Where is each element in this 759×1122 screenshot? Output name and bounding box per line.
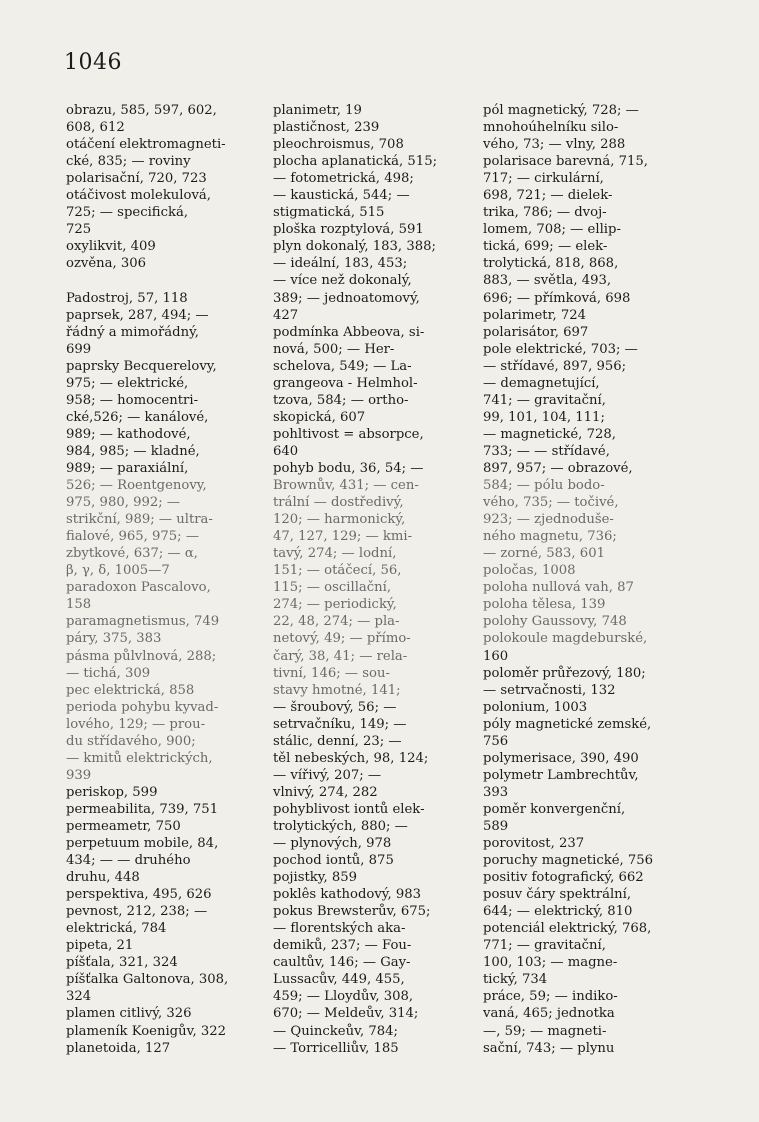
index-line: píšťalka Galtonova, 308, [66,972,229,988]
index-line: 975, 980, 992; — [66,495,181,511]
index-line: — Quinckeův, 784; [273,1023,398,1039]
index-line: 589 [483,818,509,834]
index-column-2 [273,102,473,1057]
index-line: — demagnetující, [483,375,600,391]
index-line: grangeova - Helmhol- [273,375,418,391]
index-line: — florentských aka- [273,921,406,937]
index-line: polarimetr, 724 [483,307,587,323]
index-line: pohltivost = absorpce, [273,426,424,442]
index-line: β, γ, δ, 1005—7 [66,563,170,579]
index-line: tická, 699; — elek- [483,239,608,255]
index-line: ného magnetu, 736; [483,529,617,545]
index-line: — kaustická, 544; — [273,188,410,204]
index-line [66,272,266,289]
index-line: Brownův, 431; — cen- [273,478,419,494]
index-line: tivní, 146; — sou- [273,665,390,681]
index-column-1 [66,102,266,1057]
index-line: lomem, 708; — ellip- [483,222,621,238]
index-line: — vířivý, 207; — [273,767,382,783]
index-line: — šroubový, 56; — [273,699,397,715]
index-line: 584; — pólu bodo- [483,478,605,494]
index-line: pohyb bodu, 36, 54; — [273,460,424,476]
index-line: vaná, 465; jednotka [483,1006,615,1022]
index-line: skopická, 607 [273,409,366,425]
index-line: páry, 375, 383 [66,631,162,647]
index-line: polohy Gaussovy, 748 [483,614,627,630]
index-line: setrvačníku, 149; — [273,716,407,732]
index-line: oxylikvit, 409 [66,239,156,255]
index-line: — kmitů elektrických, [66,750,213,766]
index-line: caultův, 146; — Gay- [273,955,411,971]
index-line: netový, 49; — přímo- [273,631,411,647]
index-line: Padostroj, 57, 118 [66,290,188,306]
index-line: strikční, 989; — ultra- [66,512,213,528]
index-line: poruchy magnetické, 756 [483,853,654,869]
index-line: pevnost, 212, 238; — [66,904,208,920]
index-line: 158 [66,597,92,613]
index-line: — plynových, 978 [273,836,392,852]
index-line: — více než dokonalý, [273,273,412,289]
index-line: 393 [483,784,509,800]
index-line: zbytkové, 637; — α, [66,546,198,562]
index-line: — zorné, 583, 601 [483,546,605,562]
index-column-3 [483,102,698,1057]
index-line: cké,526; — kanálové, [66,409,209,425]
index-line: 47, 127, 129; — kmi- [273,529,413,545]
index-line: fialové, 965, 975; — [66,529,200,545]
index-line: 640 [273,443,299,459]
index-line: cké, 835; — roviny [66,154,191,170]
index-line: póly magnetické zemské, [483,716,652,732]
index-line: posuv čáry spektrální, [483,887,632,903]
index-line: 644; — elektrický, 810 [483,904,633,920]
index-line: polonium, 1003 [483,699,588,715]
index-line: 897, 957; — obrazové, [483,460,633,476]
index-line: otáčení elektromagneti- [66,137,226,153]
index-line: 151; — otáčecí, 56, [273,563,402,579]
index-line: 725 [66,222,92,238]
index-line: pipeta, 21 [66,938,134,954]
index-line: periskop, 599 [66,784,158,800]
index-line: plamen citlivý, 326 [66,1006,192,1022]
index-line: lového, 129; — prou- [66,716,206,732]
index-line: 771; — gravitační, [483,938,606,954]
index-line: nová, 500; — Her- [273,341,395,357]
index-line: otáčivost molekulová, [66,188,211,204]
index-line: 989; — kathodové, [66,426,191,442]
index-line: trika, 786; — dvoj- [483,205,607,221]
index-line: paramagnetismus, 749 [66,614,220,630]
index-line: perspektiva, 495, 626 [66,887,212,903]
index-line: plastičnost, 239 [273,120,380,136]
index-line: 389; — jednoatomový, [273,290,420,306]
index-line: pól magnetický, 728; — [483,103,639,118]
index-line: 741; — gravitační, [483,392,606,408]
index-line: perpetuum mobile, 84, [66,836,219,852]
index-line: 160 [483,648,509,664]
index-line: planimetr, 19 [273,103,362,118]
index-line: trální — dostředivý, [273,495,404,511]
index-line: permeametr, 750 [66,818,181,834]
index-line: poločas, 1008 [483,563,576,579]
index-line: 989; — paraxiální, [66,460,189,476]
index-line: polarisátor, 697 [483,324,589,340]
index-line: pokus Brewsterův, 675; [273,904,431,920]
index-line: plyn dokonalý, 183, 388; [273,239,436,255]
index-line: — tichá, 309 [66,665,151,681]
index-line: 100, 103; — magne- [483,955,618,971]
index-line: planetoida, 127 [66,1040,171,1056]
index-line: pleochroismus, 708 [273,137,404,153]
index-line: 115; — oscillační, [273,580,392,596]
index-line: 699 [66,341,92,357]
index-line: — Torricelliův, 185 [273,1040,399,1056]
index-line: polarisační, 720, 723 [66,171,207,187]
index-line: stigmatická, 515 [273,205,385,221]
index-line: paprsky Becquerelovy, [66,358,217,374]
index-line: paprsek, 287, 494; — [66,307,209,323]
index-line: poloměr průřezový, 180; [483,665,646,681]
index-line: 975; — elektrické, [66,375,189,391]
index-line: sační, 743; — plynu [483,1040,615,1056]
index-line: práce, 59; — indiko- [483,989,618,1005]
index-line: 756 [483,733,509,749]
index-line: 717; — cirkulární, [483,171,604,187]
index-line: 733; — — střídavé, [483,443,610,459]
index-line: pojistky, 859 [273,870,357,886]
index-line: 120; — harmonický, [273,512,406,528]
index-line: těl nebeských, 98, 124; [273,750,429,766]
index-line: plameník Koenigův, 322 [66,1023,227,1039]
index-line: pochod iontů, 875 [273,853,394,869]
index-line: 459; — Lloydův, 308, [273,989,414,1005]
index-line: poloha tělesa, 139 [483,597,606,613]
index-line: tický, 734 [483,972,548,988]
index-line: tavý, 274; — lodní, [273,546,397,562]
index-line: vého, 735; — točivé, [483,495,619,511]
index-line: paradoxon Pascalovo, [66,580,211,596]
index-line: trolytických, 880; — [273,818,408,834]
index-line: — střídavé, 897, 956; [483,358,627,374]
index-line: 670; — Meldeův, 314; [273,1006,419,1022]
index-line: 274; — periodický, [273,597,397,613]
index-line: perioda pohybu kyvad- [66,699,219,715]
index-line: —, 59; — magneti- [483,1023,607,1039]
index-line: — fotometrická, 498; [273,171,414,187]
page-number: 1046 [64,50,122,75]
index-line: — setrvačnosti, 132 [483,682,616,698]
index-line: mnohoúhelníku silo- [483,120,619,136]
index-line: píšťala, 321, 324 [66,955,178,971]
index-line: — magnetické, 728, [483,426,616,442]
index-line: poklês kathodový, 983 [273,887,422,903]
index-line: polymerisace, 390, 490 [483,750,639,766]
index-line: polarisace barevná, 715, [483,154,648,170]
index-line: permeabilita, 739, 751 [66,801,219,817]
index-line: pásma půlvlnová, 288; [66,648,217,664]
index-line: ploška rozptylová, 591 [273,222,424,238]
index-line: schelova, 549; — La- [273,358,412,374]
index-line: stálic, denní, 23; — [273,733,402,749]
index-line: 725; — specifická, [66,205,189,221]
index-line: 984, 985; — kladné, [66,443,200,459]
index-line: 427 [273,307,299,323]
index-line: vého, 73; — vlny, 288 [483,137,626,153]
index-line: Lussacův, 449, 455, [273,972,405,988]
index-line: řádný a mimořádný, [66,324,199,340]
index-line: — ideální, 183, 453; [273,256,408,272]
index-line: 958; — homocentri- [66,392,199,408]
index-line: demiků, 237; — Fou- [273,938,412,954]
index-line: 939 [66,767,92,783]
index-line: 608, 612 [66,120,125,136]
index-line: 696; — přímková, 698 [483,290,631,306]
index-line: du střídavého, 900; [66,733,196,749]
index-line: čarý, 38, 41; — rela- [273,648,408,664]
index-line: positiv fotografický, 662 [483,870,644,886]
index-line: poloha nullová vah, 87 [483,580,634,596]
index-line: vlnivý, 274, 282 [273,784,378,800]
index-line: plocha aplanatická, 515; [273,154,438,170]
index-line: potenciál elektrický, 768, [483,921,652,937]
index-line: pohyblivost iontů elek- [273,801,425,817]
index-line: druhu, 448 [66,870,140,886]
index-line: polokoule magdeburské, [483,631,648,647]
index-line: 324 [66,989,92,1005]
index-line: 99, 101, 104, 111; [483,409,605,425]
index-line: 526; — Roentgenovy, [66,478,207,494]
index-line: poměr konvergenční, [483,801,626,817]
index-line: ozvěna, 306 [66,256,147,272]
index-line: porovitost, 237 [483,836,585,852]
index-line: tzova, 584; — ortho- [273,392,409,408]
index-line: trolytická, 818, 868, [483,256,619,272]
index-line: 22, 48, 274; — pla- [273,614,400,630]
index-line: stavy hmotné, 141; [273,682,401,698]
index-line: podmínka Abbeova, si- [273,324,425,340]
index-line: 698, 721; — dielek- [483,188,613,204]
index-line: 434; — — druhého [66,853,191,869]
index-line: obrazu, 585, 597, 602, [66,103,217,118]
index-line: elektrická, 784 [66,921,167,937]
index-line: pole elektrické, 703; — [483,341,638,357]
index-line: 883, — světla, 493, [483,273,612,289]
index-line: polymetr Lambrechtův, [483,767,639,783]
index-line: 923; — zjednoduše- [483,512,614,528]
index-line: pec elektrická, 858 [66,682,195,698]
